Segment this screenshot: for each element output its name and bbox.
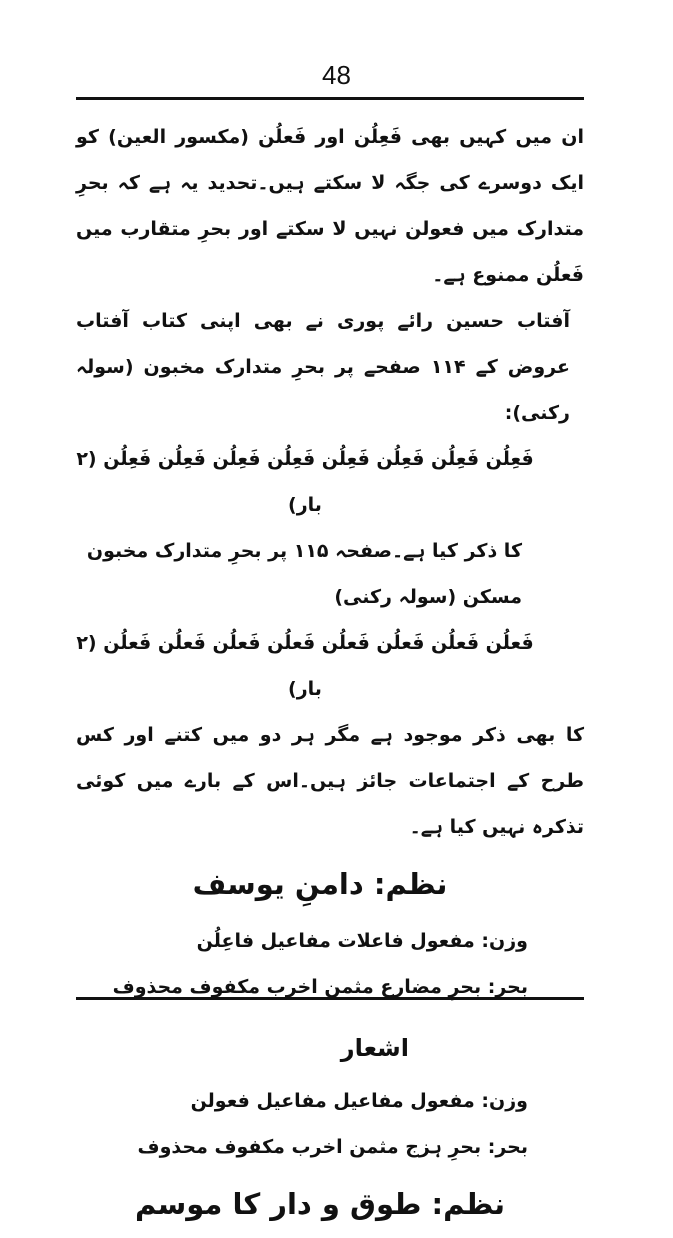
poem-title-daman-e-yusuf: نظم: دامنِ یوسف — [192, 867, 448, 901]
poem-title-tauq-o-daar: نظم: طوق و دار کا موسم — [134, 1187, 506, 1221]
paragraph-2: آفتاب حسین رائے پوری نے بھی اپنی کتاب آفتاب عروض کے ۱۱۴ صفحے پر بحرِ متدارک مخبون (سولہ رکنی): — [76, 310, 570, 424]
section-bahr: بحر: بحرِ ہزج مثمن اخرب مکفوف محذوف — [137, 1136, 528, 1158]
section-wazn: وزن: مفعول مفاعیل مفاعیل فعولن — [190, 1090, 528, 1112]
meter-line-1: فَعِلُن فَعِلُن فَعِلُن فَعِلُن فَعِلُن فَعِلُن فَعِلُن فَعِلُن (۲ بار) — [76, 448, 534, 516]
poem-1-wazn: وزن: مفعول فاعلات مفاعیل فاعِلُن — [196, 930, 528, 952]
top-rule — [76, 97, 584, 100]
page-number: 48 — [322, 60, 351, 90]
paragraph-4: کا بھی ذکر موجود ہے مگر ہر دو میں کتنے اور کس طرح کے اجتماعات جائز ہیں۔اس کے بارے میں کوئی تذکرہ نہیں کیا ہے۔ — [76, 724, 584, 838]
paragraph-1: ان میں کہیں بھی فَعِلُن اور فَعلُن (مکسور العین) کو ایک دوسرے کی جگہ لا سکتے ہیں۔تحدید یہ ہے کہ بحرِ متدارک میں فعولن نہیں لا سکتے اور بحرِ متقارب میں فَعلُن ممنوع ہے۔ — [76, 126, 584, 286]
paragraph-3: کا ذکر کیا ہے۔صفحہ ۱۱۵ پر بحرِ متدارک مخبون مسکن (سولہ رکنی) — [86, 540, 522, 608]
page-content — [76, 114, 584, 1238]
spacer — [76, 1010, 584, 1018]
section-title-ashaar: اشعار — [340, 1034, 409, 1062]
poem-1-bahr: بحر: بحرِ مضارع مثمن اخرب مکفوف محذوف — [112, 976, 528, 998]
bottom-rule — [76, 997, 584, 1000]
meter-line-2: فَعلُن فَعلُن فَعلُن فَعلُن فَعلُن فَعلُن فَعلُن فَعلُن (۲ بار) — [76, 632, 534, 700]
